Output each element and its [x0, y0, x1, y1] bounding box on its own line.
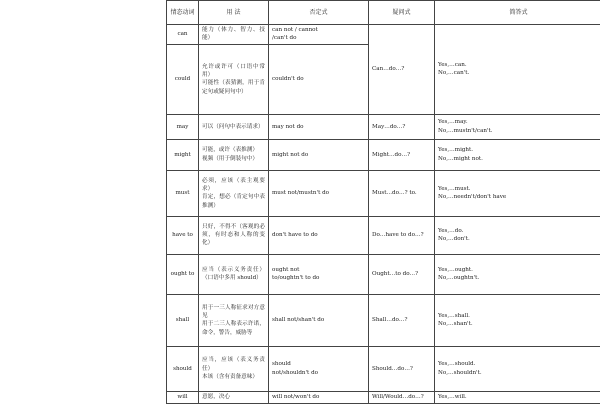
row-answer: Yes,…might. No,…might not.	[435, 139, 600, 170]
row-answer: Yes,…ought. No,…oughtn't.	[435, 254, 600, 294]
row-answer: Yes,…may. No,…mustn't/can't.	[435, 114, 600, 139]
table-row	[167, 346, 600, 391]
row-verb: could	[167, 44, 199, 114]
row-usage: 意愿，决心	[199, 391, 269, 403]
document-page	[166, 0, 600, 400]
row-negative: can not / cannot /can't do	[269, 25, 369, 45]
row-verb: should	[167, 346, 199, 391]
header-question-form: 疑问式	[369, 1, 435, 25]
row-question: Must…do…? to.	[369, 170, 435, 216]
row-answer: Yes,…will.	[435, 391, 600, 403]
row-verb: ought to	[167, 254, 199, 294]
row-usage: 应当（表示义务责任）（口语中多用 should）	[199, 254, 269, 294]
table-row	[167, 139, 600, 170]
table-row	[167, 254, 600, 294]
table-row	[167, 216, 600, 254]
row-negative: should not/shouldn't do	[269, 346, 369, 391]
row-answer: Yes,…can. No,…can't.	[435, 25, 600, 115]
row-question: Shall…do…?	[369, 294, 435, 346]
row-verb: can	[167, 25, 199, 45]
row-negative: might not do	[269, 139, 369, 170]
row-usage: 能力（体力、智力、技能）	[199, 25, 269, 45]
row-negative: shall not/shan't do	[269, 294, 369, 346]
row-usage: 允许或许可（口语中常用） 可能性（表猜测，用于肯定句或疑问句中）	[199, 44, 269, 114]
row-negative: ought not to/oughtn't to do	[269, 254, 369, 294]
row-negative: couldn't do	[269, 44, 369, 114]
row-usage: 可能，或许（表推测） 视频（用于倒装句中）	[199, 139, 269, 170]
row-answer: Yes,…shall. No,…shan't.	[435, 294, 600, 346]
header-modal-verb: 情态动词	[167, 1, 199, 25]
header-short-answer: 简答式	[435, 1, 600, 25]
row-answer: Yes,…do. No,…don't.	[435, 216, 600, 254]
row-usage: 用于一三人称征求对方意见 用于二三人称表示许诺，命令，警告，威胁等	[199, 294, 269, 346]
row-usage: 可以（问句中表示请求）	[199, 114, 269, 139]
row-negative: must not/mustn't do	[269, 170, 369, 216]
modal-verbs-table	[166, 0, 600, 404]
row-question: May…do…?	[369, 114, 435, 139]
row-negative: may not do	[269, 114, 369, 139]
row-verb: shall	[167, 294, 199, 346]
row-question: Might…do…?	[369, 139, 435, 170]
row-usage: 必须，应该（表主观要求） 肯定，想必（肯定句中表推测）	[199, 170, 269, 216]
header-usage: 用 法	[199, 1, 269, 25]
row-answer: Yes,…should. No,…shouldn't.	[435, 346, 600, 391]
row-question: Do…have to do…?	[369, 216, 435, 254]
table-row	[167, 114, 600, 139]
row-usage: 只好，不得不（客观的必须，有时态和人称的变化）	[199, 216, 269, 254]
row-verb: must	[167, 170, 199, 216]
row-verb: will	[167, 391, 199, 403]
table-row	[167, 25, 600, 45]
table-row	[167, 294, 600, 346]
row-negative: don't have to do	[269, 216, 369, 254]
row-verb: have to	[167, 216, 199, 254]
row-question: Ought…to do…?	[369, 254, 435, 294]
row-verb: might	[167, 139, 199, 170]
table-row	[167, 391, 600, 403]
table-header-row	[167, 1, 600, 25]
row-question: Will/Would…do…?	[369, 391, 435, 403]
header-negative-form: 否定式	[269, 1, 369, 25]
row-verb: may	[167, 114, 199, 139]
row-usage: 应当，应该（表义务责任） 本该（含有责备意味）	[199, 346, 269, 391]
row-question: Can…do…?	[369, 25, 435, 115]
row-question: Should…do…?	[369, 346, 435, 391]
row-negative: will not/won't do	[269, 391, 369, 403]
row-answer: Yes,…must. No,…needn't/don't have	[435, 170, 600, 216]
table-row	[167, 170, 600, 216]
